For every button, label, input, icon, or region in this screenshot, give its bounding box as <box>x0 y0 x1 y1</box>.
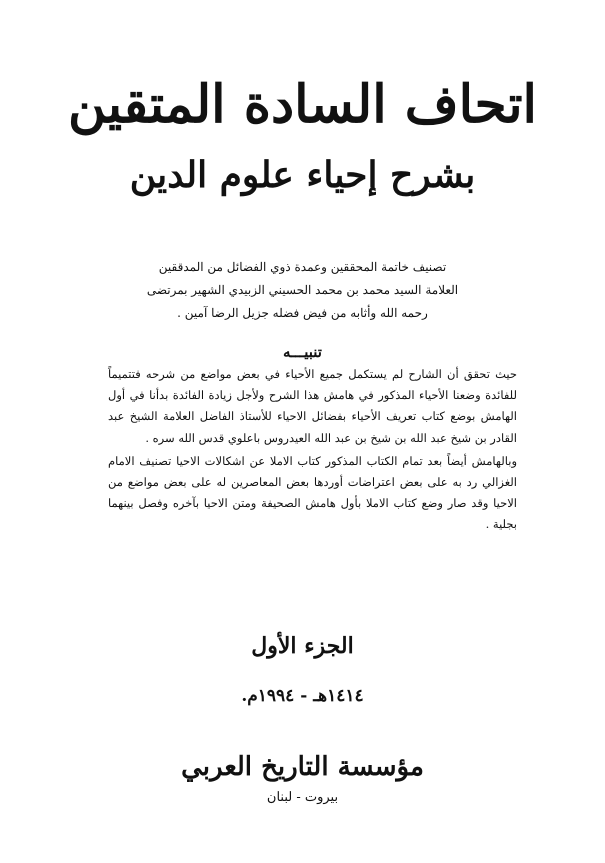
notice-paragraph-2: وبالهامش أيضاً بعد تمام الكتاب المذكور كتاب الاملا عن اشكالات الاحيا تصنيف الامام الغزالي رد به على بعض اعتراضات أوردها بعض المعاصرين له على بعض مواضع من الاحيا وقد صار وضع كتاب الاملا بأول هامش الصحيفة ومتن الاحيا بآخره وفصل بينهما بجلية . <box>108 453 517 532</box>
author-line-2: العلامة السيد محمد بن محمد الحسيني الزبيدي الشهير بمرتضى <box>146 283 459 297</box>
author-block <box>130 256 475 325</box>
publisher-name: مؤسسة التاريخ العربي <box>181 752 424 782</box>
author-line-3: رحمه الله وأثابه من فيض فضله جزيل الرضا آمين . <box>177 306 428 320</box>
notice-text <box>108 364 517 536</box>
book-subtitle: بشرح إحياء علوم الدين <box>129 154 476 196</box>
author-line-1: تصنيف خاتمة المحققين وعمدة ذوي الفضائل من المدققين <box>158 260 447 274</box>
book-title: اتحاف السادة المتقين <box>68 74 537 135</box>
volume-label: الجزء الأول <box>251 633 354 659</box>
notice-heading: تنبيـــه <box>283 343 322 361</box>
publication-date: ١٤١٤هـ - ١٩٩٤م. <box>241 686 364 706</box>
publisher-city: بيروت - لبنان <box>266 790 339 805</box>
notice-paragraph-1: حيث تحقق أن الشارح لم يستكمل جميع الأحياء في بعض مواضع من شرحه فتتميماً للفائدة وضعنا الأحياء المذكور في هامش هذا الشرح ولأجل زيادة الفائدة بدأنا في أول الهامش بوضع كتاب تعريف الأحياء بفضائل الاحياء للأستاذ الفاضل العلامة الشيخ عبد القادر بن شيخ عبد الله بن شيخ بن عبد الله العيدروس باعلوي قدس الله سره . <box>108 367 517 445</box>
